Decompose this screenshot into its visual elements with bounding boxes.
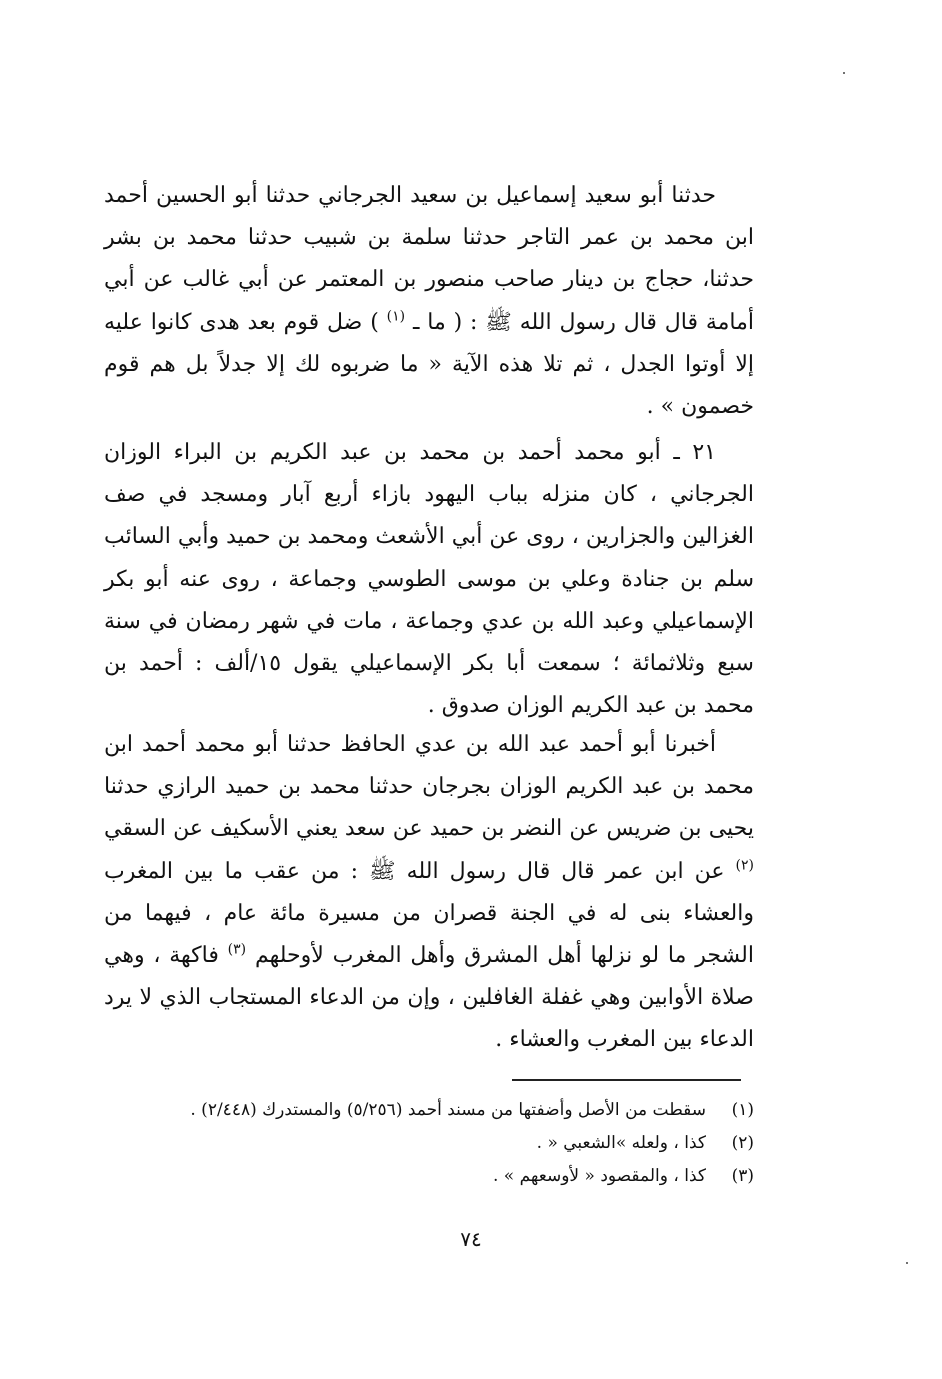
text-segment: ) ضل قوم بعد هدى كانوا عليه إلا أوتوا الجدل ، ثم تلا هذه الآية « ما ضربوه لك إلا جدلاً بل هم قوم خصمون » . (104, 309, 754, 420)
text-segment: أخبرنا أبو أحمد عبد الله بن عدي الحافظ حدثنا أبو محمد أحمد ابن محمد بن عبد الكريم الوزان بجرجان حدثنا محمد بن حميد الرازي حدثنا يحيى بن ضريس عن النضر بن حميد عن سعد يعني الأسكيف عن السقي (104, 732, 754, 842)
footnotes-section (114, 1094, 754, 1193)
entry-number: ٢١ ـ (673, 440, 716, 465)
footnote-text: سقطت من الأصل وأضفتها من مسند أحمد (٥/٢٥٦) والمستدرك (٢/٤٤٨) . (190, 1100, 706, 1120)
footnote-text: كذا ، والمقصود « لأوسعهم » . (493, 1166, 706, 1186)
scan-speck (906, 1262, 908, 1264)
footnote-3 (114, 1160, 754, 1193)
text-segment: فاكهة ، وهي صلاة الأوابين وهي غفلة الغافلين ، وإن من الدعاء المستجاب الذي لا يرد الدعاء بين المغرب والعشاء . (104, 943, 754, 1053)
paragraph-hadith-2 (104, 724, 754, 1062)
paragraph-biography-entry (104, 432, 754, 727)
page-number: ٧٤ (460, 1227, 482, 1251)
paragraph-text (104, 175, 754, 428)
footnote-reference-3: (٣) (227, 941, 247, 958)
footnote-divider (512, 1079, 741, 1081)
paragraph-hadith-1 (104, 175, 754, 428)
paragraph-text (104, 724, 754, 1062)
footnote-1 (114, 1094, 754, 1127)
footnote-marker: (١) (731, 1100, 754, 1120)
scan-speck (843, 72, 845, 74)
text-segment: حدثنا أبو سعيد إسماعيل بن سعيد الجرجاني حدثنا أبو الحسين أحمد ابن محمد بن عمر التاجر حدثنا سلمة بن شبيب حدثنا محمد بن بشر حدثنا، حجاج بن دينار صاحب منصور بن المعتمر عن أبي غالب عن أبي أمامة قال قال رسول الله ﷺ : ( ما ـ (104, 183, 754, 335)
text-segment: عن ابن عمر قال قال رسول الله ﷺ : من عقب ما بين المغرب والعشاء بنى له في الجنة قصران من مسيرة مائة عام ، فيهما من الشجر ما لو نزلها أهل المشرق وأهل المغرب لأوحلهم (104, 858, 754, 969)
footnote-marker: (٣) (731, 1166, 754, 1186)
footnote-text: كذا ، ولعله »الشعبي « . (536, 1133, 706, 1153)
text-segment: أبو محمد أحمد بن محمد بن عبد الكريم بن البراء الوزان الجرجاني ، كان منزله بباب اليهود بازاء أربع آبار ومسجد في صف الغزالين والجزارين ، روى عن أبي الأشعث ومحمد بن حميد وأبي السائب سلم بن جنادة وعلي بن موسى الطوسي وجماعة ، روى عنه أبو بكر الإسماعيلي وعبد الله بن عدي وجماعة ، مات في شهر رمضان في سنة سبع وثلاثمائة ؛ سمعت أبا بكر الإسماعيلي يقول ١٥/ألف : أحمد بن محمد بن عبد الكريم الوزان صدوق . (104, 440, 754, 719)
paragraph-text (104, 432, 754, 727)
footnote-reference-2: (٢) (735, 857, 754, 874)
footnote-marker: (٢) (731, 1133, 754, 1153)
footnote-2 (114, 1127, 754, 1160)
footnote-reference-1: (١) (386, 308, 406, 325)
